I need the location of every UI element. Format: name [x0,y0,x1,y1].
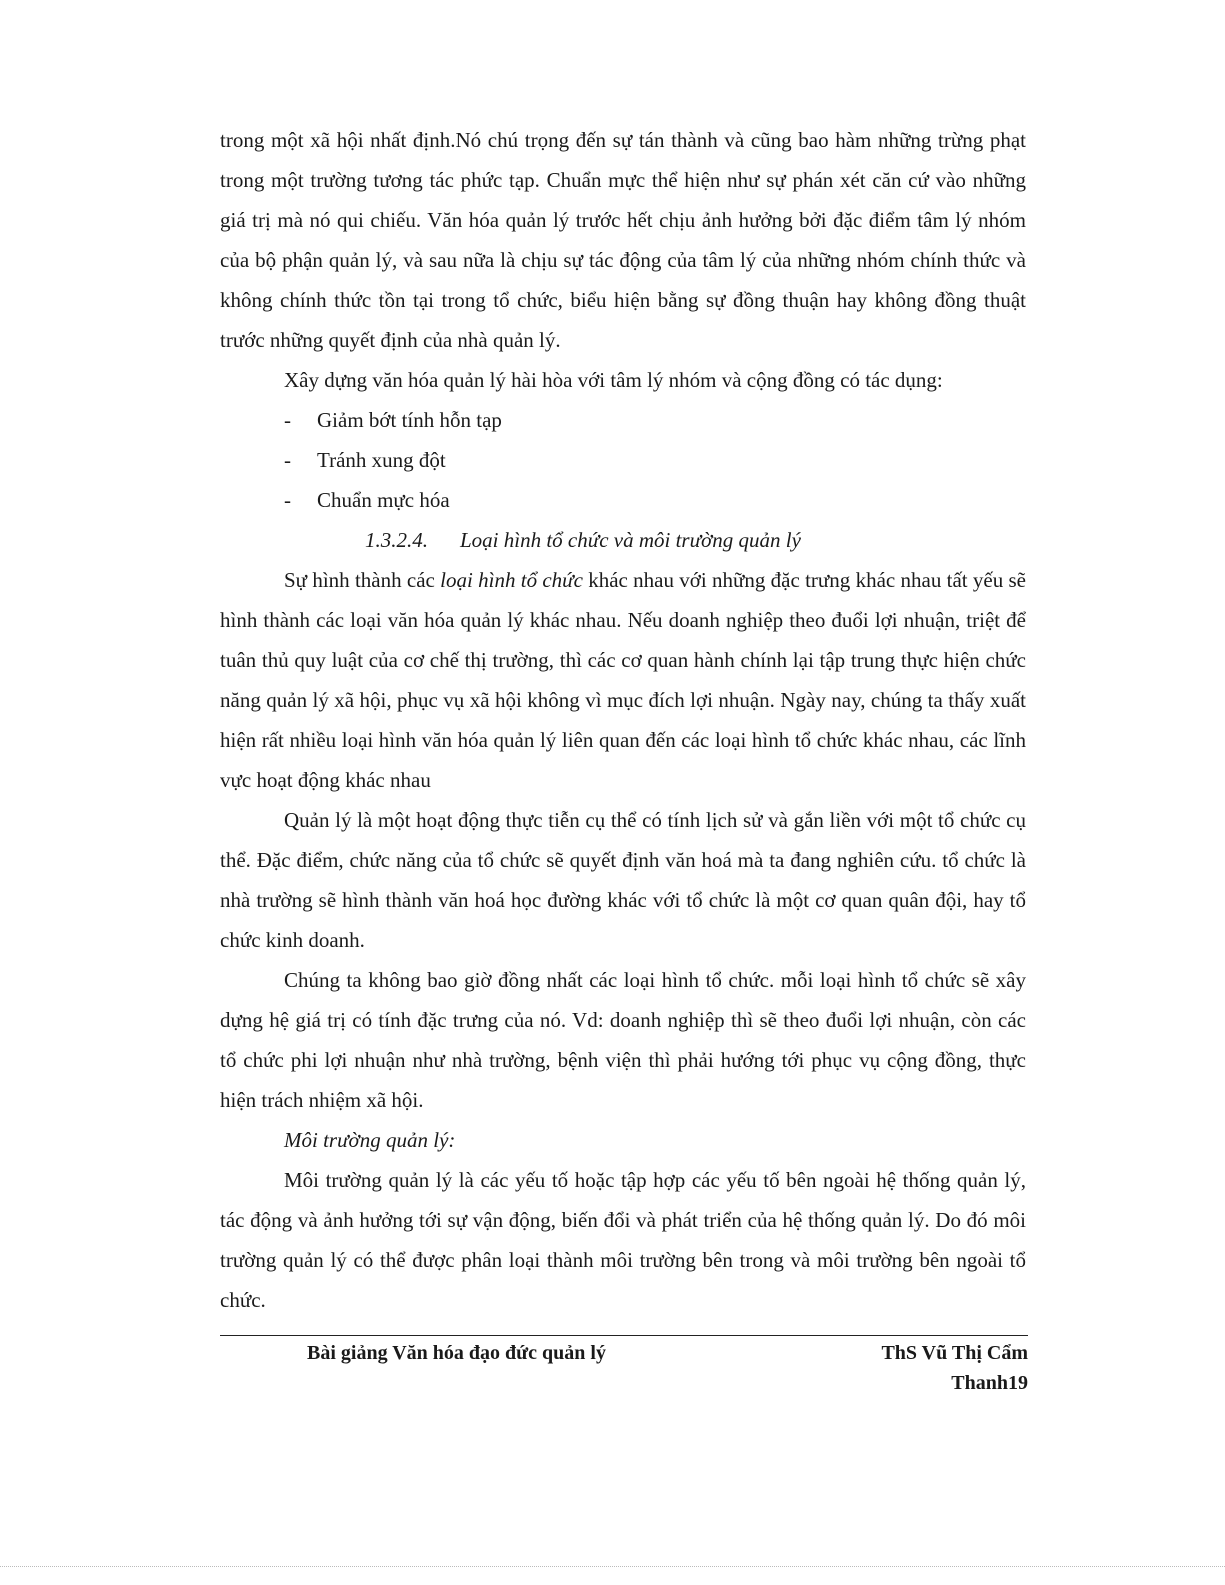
paragraph-management-practice: Quản lý là một hoạt động thực tiễn cụ thể có tính lịch sử và gắn liền với một tổ chức cụ thể. Đặc điểm, chức năng của tổ chức sẽ quyết định văn hoá mà ta đang nghiên cứu. tổ chức là nhà trường sẽ hình thành văn hoá học đường khác với tổ chức là một cơ quan quân đội, hay tổ chức kinh doanh. [220,808,1026,952]
section-heading [220,520,1026,560]
paragraph-text: khác nhau với những đặc trưng khác nhau tất yếu sẽ hình thành các loại văn hóa quản lý khác nhau. Nếu doanh nghiệp theo đuổi lợi nhuận, triệt để tuân thủ quy luật của cơ chế thị trường, thì các cơ quan hành chính lại tập trung thực hiện chức năng quản lý xã hội, phục vụ xã hội không vì mục đích lợi nhuận. Ngày nay, chúng ta thấy xuất hiện rất nhiều loại hình văn hóa quản lý liên quan đến các loại hình tổ chức khác nhau, các lĩnh vực hoạt động khác nhau [220,568,1026,792]
list-item: - Giảm bớt tính hỗn tạp [220,400,1026,440]
paragraph-psychology: trong một xã hội nhất định.Nó chú trọng đến sự tán thành và cũng bao hàm những trừng phạt trong một trường tương tác phức tạp. Chuẩn mực thể hiện như sự phán xét căn cứ vào những giá trị mà nó qui chiếu. Văn hóa quản lý trước hết chịu ảnh hưởng bởi đặc điểm tâm lý nhóm của bộ phận quản lý, và sau nữa là chịu sự tác động của tâm lý của những nhóm chính thức và không chính thức tồn tại trong tổ chức, biểu hiện bằng sự đồng thuận hay không đồng thuật trước những quyết định của nhà quản lý. [220,128,1026,352]
footer-title: Bài giảng Văn hóa đạo đức quản lý [307,1342,606,1364]
list-item: - Tránh xung đột [220,440,1026,480]
document-body [220,120,1026,1320]
paragraph-effects-intro: Xây dựng văn hóa quản lý hài hòa với tâm lý nhóm và cộng đồng có tác dụng: [284,368,943,392]
section-number: 1.3.2.4. [365,528,428,552]
list-item: - Chuẩn mực hóa [220,480,1026,520]
sub-heading-text: Môi trường quản lý: [284,1128,456,1152]
footer-divider [220,1335,1028,1336]
sub-heading [220,1120,1026,1160]
footer-author-line: ThS Vũ Thị Cẩm [881,1342,1028,1364]
paragraph-management-environment: Môi trường quản lý là các yếu tố hoặc tập hợp các yếu tố bên ngoài hệ thống quản lý, tác động và ảnh hưởng tới sự vận động, biến đổi và phát triển của hệ thống quản lý. Do đó môi trường quản lý có thể được phân loại thành môi trường bên trong và môi trường bên ngoài tổ chức. [220,1168,1026,1312]
paragraph-text: Sự hình thành các [284,568,441,592]
scan-bottom-edge [0,1566,1225,1567]
italic-term: loại hình tổ chức [440,568,583,592]
paragraph-organization-types [220,560,1026,800]
effects-list [220,400,1026,520]
paragraph-value-systems: Chúng ta không bao giờ đồng nhất các loại hình tổ chức. mỗi loại hình tổ chức sẽ xây dựng hệ giá trị có tính đặc trưng của nó. Vd: doanh nghiệp thì sẽ theo đuổi lợi nhuận, còn các tổ chức phi lợi nhuận như nhà trường, bệnh viện thì phải hướng tới phục vụ cộng đồng, thực hiện trách nhiệm xã hội. [220,968,1026,1112]
footer-author-page: Thanh19 [951,1372,1028,1394]
footer-author [881,1338,1028,1398]
section-title: Loại hình tổ chức và môi trường quản lý [460,528,801,552]
